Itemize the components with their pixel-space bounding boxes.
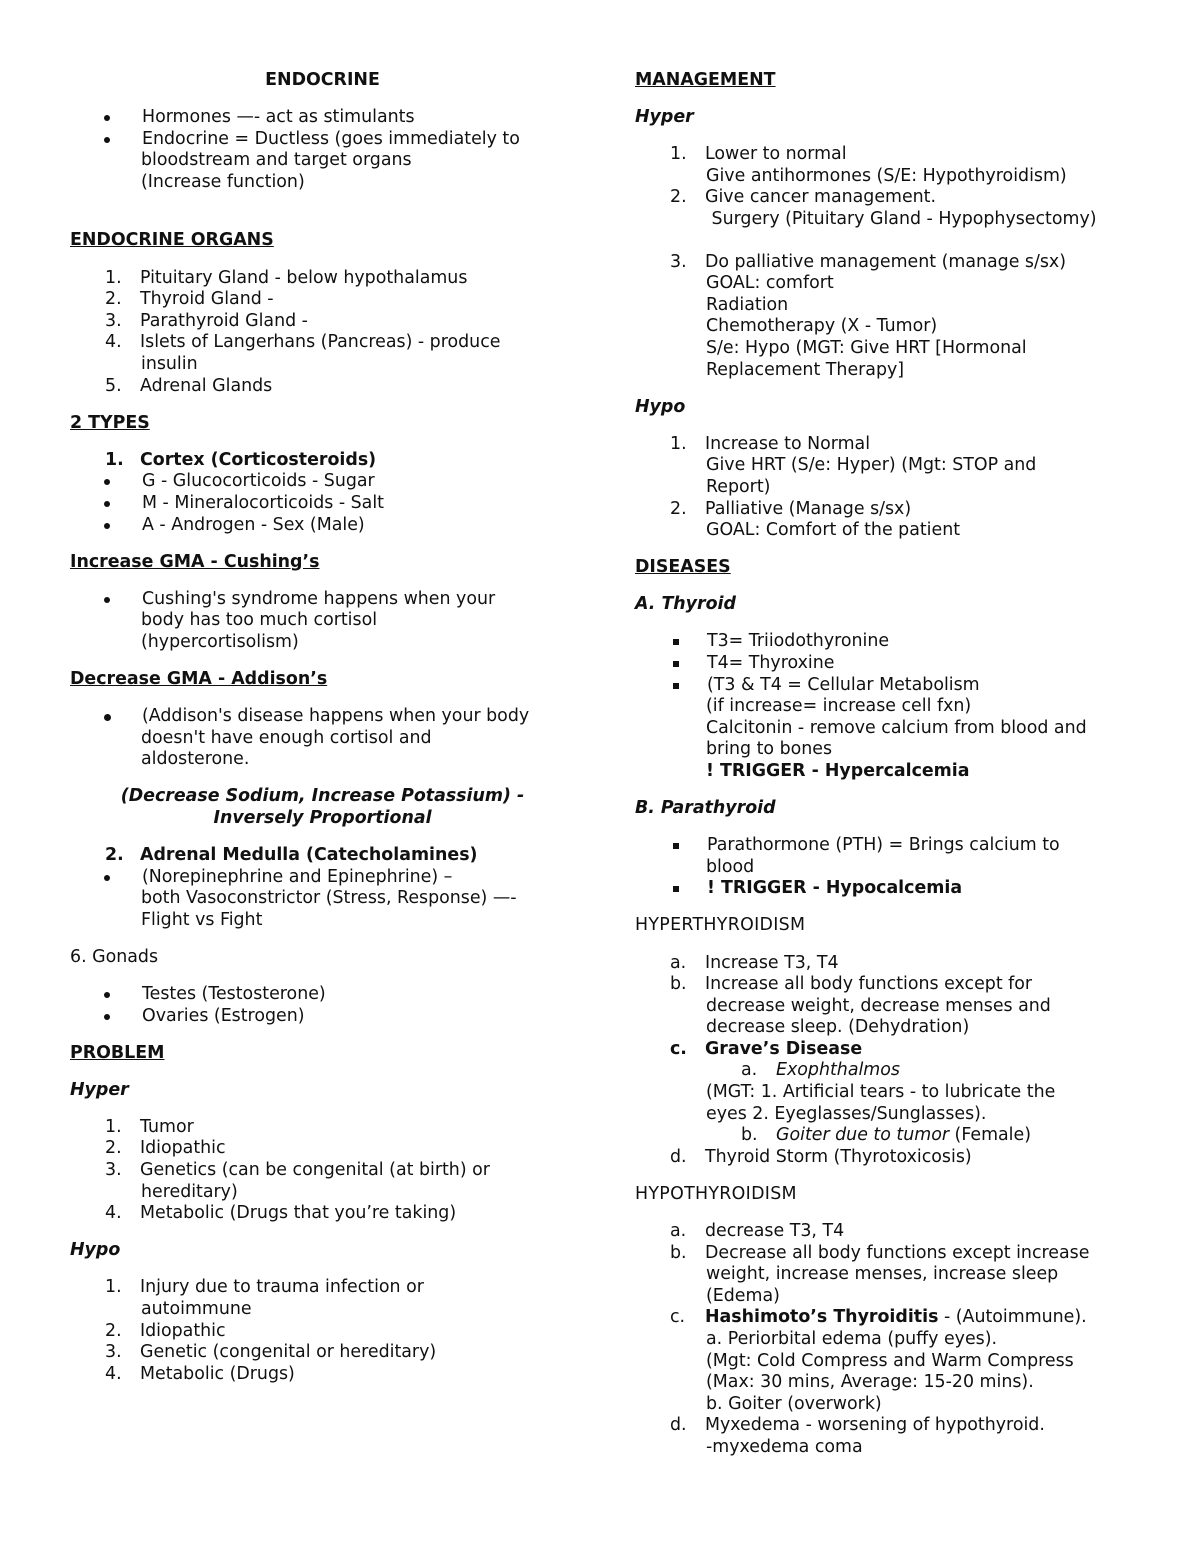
list-item-continuation: b. Goiter (overwork) <box>706 1393 882 1414</box>
list-item: Cushing's syndrome happens when your <box>70 589 575 611</box>
list-item: T4= Thyroxine <box>635 653 1155 675</box>
section-heading-hypothyroidism: HYPOTHYROIDISM <box>635 1183 797 1204</box>
right-column <box>635 70 1155 1459</box>
list-item: Hormones —- act as stimulants <box>70 107 575 129</box>
list-item: c. Hashimoto’s Thyroiditis - (Autoimmune). <box>670 1307 1087 1328</box>
list-item: 2. Idiopathic <box>105 1320 226 1341</box>
subheading-hypo: Hypo <box>70 1240 121 1261</box>
list-item: 1. Tumor <box>105 1116 194 1137</box>
list-item-continuation: Radiation <box>706 294 789 315</box>
list-item: 3. Do palliative management (manage s/sx) <box>670 251 1066 272</box>
section-heading-problem: PROBLEM <box>70 1042 165 1063</box>
section-heading-cushings: Increase GMA - Cushing’s <box>70 551 320 572</box>
list-item: Testes (Testosterone) <box>70 984 575 1006</box>
trigger-note: ! TRIGGER - Hypocalcemia <box>635 878 1155 900</box>
list-item: 2. Palliative (Manage s/sx) <box>670 498 912 519</box>
list-item: 1. Increase to Normal <box>670 433 871 454</box>
list-item: 5. Adrenal Glands <box>105 375 273 396</box>
list-item: a. Increase T3, T4 <box>670 952 839 973</box>
list-item-continuation: GOAL: comfort <box>706 273 834 294</box>
list-item-continuation: (MGT: 1. Artificial tears - to lubricate the <box>706 1082 1056 1103</box>
list-item-continuation: GOAL: Comfort of the patient <box>706 520 961 541</box>
list-item: 1. Lower to normal <box>670 144 847 165</box>
list-item: Endocrine = Ductless (goes immediately to <box>70 129 575 151</box>
list-item: 2. Thyroid Gland - <box>105 289 274 310</box>
list-item-continuation: (hypercortisolism) <box>141 631 299 652</box>
list-item: 3. Genetics (can be congenital (at birth) or <box>105 1160 490 1181</box>
list-item-continuation: doesn't have enough cortisol and <box>141 727 432 748</box>
list-item: A - Androgen - Sex (Male) <box>70 515 575 537</box>
subheading-hypo: Hypo <box>635 396 686 417</box>
list-item-continuation: (Mgt: Cold Compress and Warm Compress <box>706 1350 1074 1371</box>
list-item: d. Myxedema - worsening of hypothyroid. <box>670 1415 1045 1436</box>
list-item: a. Exophthalmos <box>741 1060 900 1081</box>
subheading-thyroid: A. Thyroid <box>635 594 736 615</box>
list-item: T3= Triiodothyronine <box>635 631 1155 653</box>
list-item-continuation: Report) <box>706 476 771 497</box>
list-item-continuation: decrease sleep. (Dehydration) <box>706 1017 970 1038</box>
left-column <box>70 70 575 1385</box>
list-item-continuation: Give HRT (S/e: Hyper) (Mgt: STOP and <box>706 455 1037 476</box>
list-item-continuation: Chemotherapy (X - Tumor) <box>706 316 938 337</box>
list-item-continuation: -myxedema coma <box>706 1436 863 1457</box>
list-item: 4. Metabolic (Drugs) <box>105 1363 295 1384</box>
list-item: (Addison's disease happens when your body <box>70 706 575 728</box>
list-item-continuation: S/e: Hypo (MGT: Give HRT [Hormonal <box>706 337 1027 358</box>
list-item-continuation: bring to bones <box>706 739 833 760</box>
list-item-continuation: (if increase= increase cell fxn) <box>706 696 972 717</box>
list-item: 1. Injury due to trauma infection or <box>105 1277 424 1298</box>
list-item-continuation: weight, increase menses, increase sleep <box>706 1264 1059 1285</box>
section-heading-diseases: DISEASES <box>635 557 731 578</box>
list-item: b. Goiter due to tumor (Female) <box>741 1125 1031 1146</box>
list-item: b. Decrease all body functions except increase <box>670 1242 1090 1263</box>
list-item: c. Grave’s Disease <box>670 1038 863 1059</box>
list-item-continuation: Surgery (Pituitary Gland - Hypophysectomy) <box>706 208 1097 229</box>
gonads-label: 6. Gonads <box>70 946 159 967</box>
list-item-continuation: both Vasoconstrictor (Stress, Response) —- <box>141 888 517 909</box>
list-item-continuation: body has too much cortisol <box>141 610 378 631</box>
page-title: ENDOCRINE <box>265 70 380 90</box>
subheading-hyper: Hyper <box>70 1079 129 1100</box>
list-item: 1. Pituitary Gland - below hypothalamus <box>105 267 468 288</box>
list-item-continuation: (Increase function) <box>141 171 305 192</box>
list-item: 2. Idiopathic <box>105 1138 226 1159</box>
list-item: d. Thyroid Storm (Thyrotoxicosis) <box>670 1146 972 1167</box>
list-item: b. Increase all body functions except for <box>670 974 1033 995</box>
list-item-continuation: Replacement Therapy] <box>706 359 905 380</box>
list-item: Ovaries (Estrogen) <box>70 1006 575 1028</box>
list-item: a. decrease T3, T4 <box>670 1221 845 1242</box>
list-item-continuation: insulin <box>141 353 198 374</box>
list-item-continuation: eyes 2. Eyeglasses/Sunglasses). <box>706 1103 987 1124</box>
list-item-continuation: (Edema) <box>706 1285 780 1306</box>
inverse-note: (Decrease Sodium, Increase Potassium) - <box>120 786 525 807</box>
list-item: 4. Islets of Langerhans (Pancreas) - produce <box>105 332 501 353</box>
section-heading-hyperthyroidism: HYPERTHYROIDISM <box>635 915 806 936</box>
list-item: Parathormone (PTH) = Brings calcium to <box>635 835 1155 857</box>
trigger-note: ! TRIGGER - Hypercalcemia <box>706 760 970 781</box>
list-item: G - Glucocorticoids - Sugar <box>70 471 575 493</box>
list-item-continuation: autoimmune <box>141 1299 252 1320</box>
section-heading-management: MANAGEMENT <box>635 70 776 90</box>
list-item-continuation: Calcitonin - remove calcium from blood and <box>706 717 1087 738</box>
section-heading-addisons: Decrease GMA - Addison’s <box>70 668 328 689</box>
inverse-note: Inversely Proportional <box>213 807 432 828</box>
section-heading-2-types: 2 TYPES <box>70 412 150 433</box>
list-item-continuation: aldosterone. <box>141 749 250 770</box>
subheading-parathyroid: B. Parathyroid <box>635 798 776 819</box>
list-item: 3. Genetic (congenital or hereditary) <box>105 1342 437 1363</box>
list-item: 3. Parathyroid Gland - <box>105 310 308 331</box>
list-item: 2. Give cancer management. <box>670 187 937 208</box>
list-item-continuation: Flight vs Fight <box>141 909 263 930</box>
list-item-continuation: decrease weight, decrease menses and <box>706 995 1051 1016</box>
subheading-hyper: Hyper <box>635 107 694 128</box>
list-item-continuation: blood <box>706 856 755 877</box>
list-item: M - Mineralocorticoids - Salt <box>70 493 575 515</box>
list-item-continuation: a. Periorbital edema (puffy eyes). <box>706 1329 998 1349</box>
list-item: (T3 & T4 = Cellular Metabolism <box>635 675 1155 697</box>
list-item-continuation: hereditary) <box>141 1181 238 1202</box>
section-heading-endocrine-organs: ENDOCRINE ORGANS <box>70 230 274 251</box>
list-item: 1. Cortex (Corticosteroids) <box>105 449 377 470</box>
list-item-continuation: Give antihormones (S/E: Hypothyroidism) <box>706 165 1067 186</box>
list-item: 2. Adrenal Medulla (Catecholamines) <box>105 845 478 866</box>
list-item-continuation: (Max: 30 mins, Average: 15-20 mins). <box>706 1372 1034 1393</box>
list-item: (Norepinephrine and Epinephrine) – <box>70 867 575 889</box>
list-item: 4. Metabolic (Drugs that you’re taking) <box>105 1203 457 1224</box>
list-item-continuation: bloodstream and target organs <box>141 150 412 171</box>
